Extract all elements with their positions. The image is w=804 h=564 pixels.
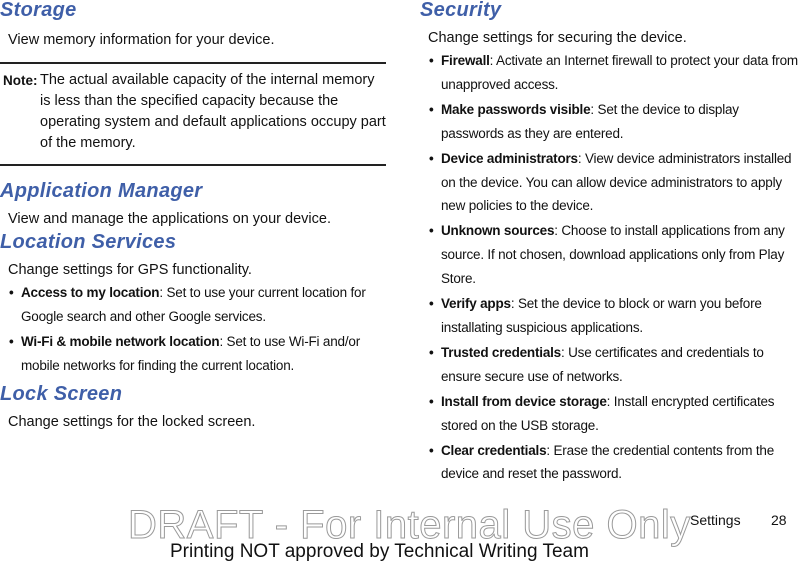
location-services-section (0, 232, 386, 377)
security-section (420, 0, 804, 486)
left-column (0, 0, 386, 433)
note-text: The actual available capacity of the internal memory is less than the specified capacity because the operating system and default applications occupy part of the memory. (40, 72, 386, 151)
location-bullet-list (0, 281, 386, 377)
footer-section-label: Settings (690, 512, 741, 528)
bullet-text: : Set to use your current location for Google search and other Google services. (21, 285, 366, 324)
bullet-dot: • (9, 333, 14, 349)
bullet-text: : Use certificates and credentials to ensure secure use of networks. (441, 344, 764, 384)
lock-screen-section (0, 384, 386, 433)
application-manager-section (0, 181, 386, 230)
bullet-term: Firewall (441, 53, 490, 68)
bullet-dot: • (429, 344, 434, 360)
bullet-dot: • (429, 101, 434, 117)
bullet-term: Install from device storage (441, 393, 607, 409)
security-bullet-list (420, 49, 804, 486)
storage-section (0, 0, 386, 166)
list-item (420, 439, 804, 486)
page-number: 28 (771, 512, 787, 528)
bullet-term: Access to my location (21, 285, 160, 300)
storage-note (0, 62, 386, 166)
list-item (420, 292, 804, 339)
bullet-term: Wi-Fi & mobile network location (21, 333, 220, 349)
bullet-dot: • (9, 285, 14, 300)
list-item (420, 98, 804, 145)
bullet-text: : View device administrators installed on the device. You can allow device administrators to apply new policies to the device. (441, 150, 792, 214)
bullet-term: Unknown sources (441, 223, 555, 239)
security-intro: Change settings for securing the device. (428, 30, 687, 46)
bullet-text: : Set to use Wi-Fi and/or mobile networks for finding the current location. (21, 333, 360, 373)
bullet-text: : Install encrypted certificates stored on the USB storage. (441, 393, 775, 433)
bullet-term: Device administrators (441, 150, 578, 166)
bullet-dot: • (429, 150, 434, 166)
bullet-dot: • (429, 442, 434, 458)
bullet-term: Make passwords visible (441, 101, 591, 117)
bullet-text: : Set the device to display passwords as they are entered. (441, 101, 739, 141)
list-item (420, 49, 804, 96)
lock-screen-heading: Lock Screen (0, 383, 123, 406)
location-services-intro: Change settings for GPS functionality. (8, 262, 252, 278)
bullet-text: : Choose to install applications from any source. If not chosen, download applications only from Play Store. (441, 223, 785, 286)
security-heading: Security (420, 0, 502, 21)
lock-screen-intro: Change settings for the locked screen. (8, 414, 256, 431)
bullet-dot: • (429, 223, 434, 239)
list-item (420, 219, 804, 290)
bullet-term: Clear credentials (441, 442, 547, 458)
location-services-heading: Location Services (0, 231, 177, 253)
note-label: Note: (3, 73, 38, 88)
bullet-text: : Activate an Internet firewall to protect your data from unapproved access. (441, 53, 798, 92)
bullet-term: Verify apps (441, 296, 511, 312)
bullet-dot: • (429, 296, 434, 312)
printing-notice: Printing NOT approved by Technical Writing Team (170, 541, 589, 562)
list-item (420, 147, 804, 218)
draft-watermark: DRAFT - For Internal Use Only (128, 503, 691, 547)
bullet-term: Trusted credentials (441, 344, 561, 360)
right-column (420, 0, 804, 486)
bullet-text: : Erase the credential contents from the device and reset the password. (441, 442, 775, 482)
bullet-dot: • (429, 53, 434, 68)
bullet-dot: • (429, 393, 434, 409)
application-manager-heading: Application Manager (0, 180, 203, 202)
storage-heading: Storage (0, 0, 77, 21)
list-item (0, 330, 386, 377)
list-item (420, 390, 804, 437)
storage-intro: View memory information for your device. (8, 32, 275, 48)
list-item (0, 281, 386, 328)
application-manager-intro: View and manage the applications on your device. (8, 211, 331, 227)
list-item (420, 341, 804, 388)
bullet-text: : Set the device to block or warn you before installating suspicious applications. (441, 296, 762, 335)
